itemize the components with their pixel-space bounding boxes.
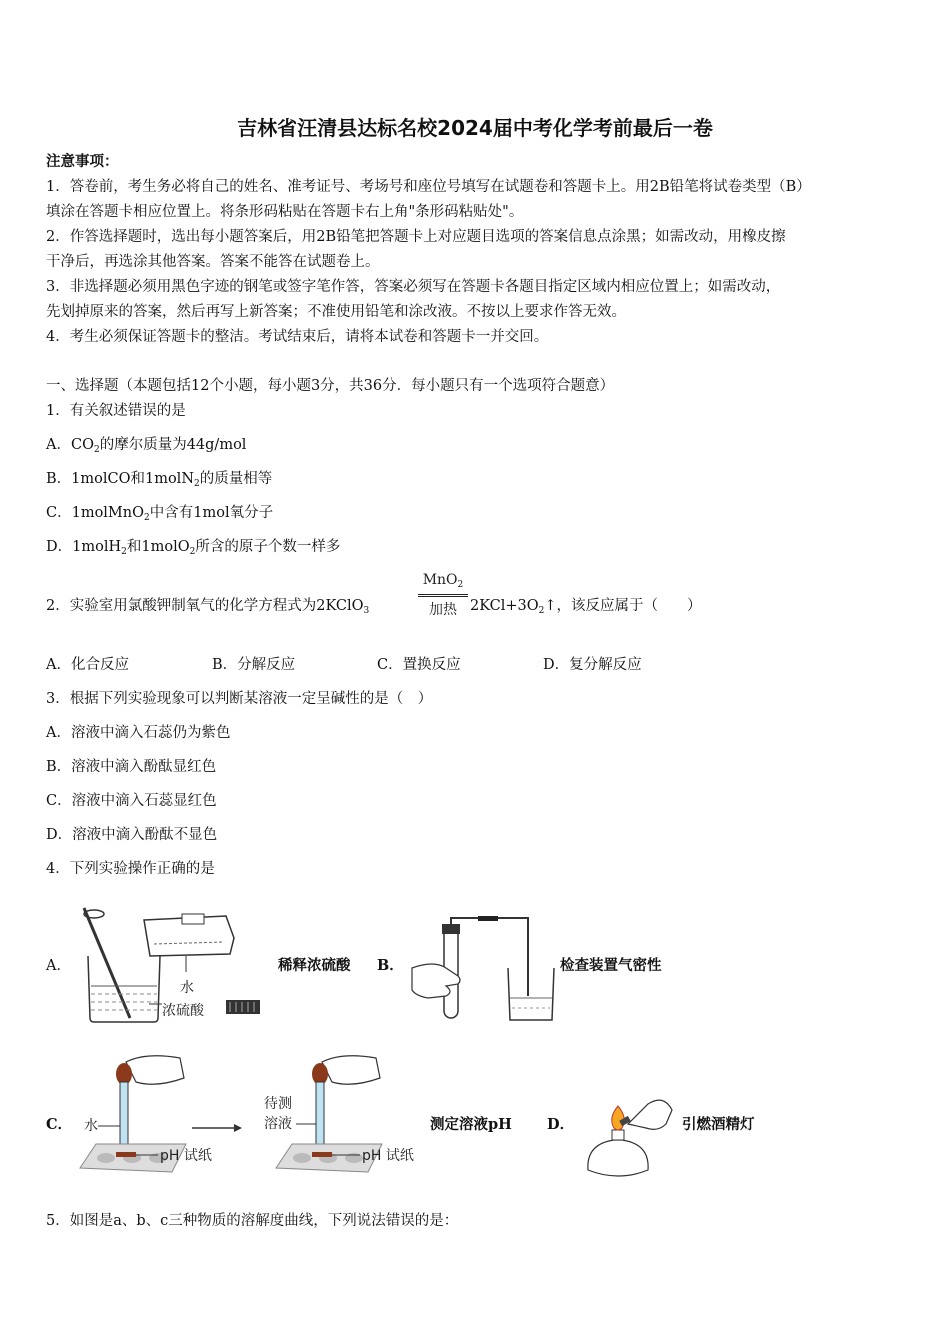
option-d: D．复分解反应 (543, 657, 642, 673)
water-label: 水 (180, 980, 194, 996)
section-heading: 一、选择题（本题包括12个小题，每小题3分，共36分．每小题只有一个选项符合题意） (46, 378, 615, 394)
notice-line: 1．答卷前，考生务必将自己的姓名、准考证号、考场号和座位号填写在试题卷和答题卡上。用2B铅笔将试卷类型（B） (46, 179, 811, 195)
option-a: A．化合反应 (46, 657, 129, 673)
airtight-check-figure (408, 916, 558, 1028)
question-stem: 1．有关叙述错误的是 (46, 403, 186, 419)
option-a-caption: 稀释浓硫酸 (278, 957, 351, 974)
reaction-condition: MnO$_2$ 加热 (418, 572, 468, 619)
option-a: A．$CO_2$的摩尔质量为44g/mol (46, 437, 247, 455)
notice-line: 3．非选择题必须用黑色字迹的钢笔或签字笔作答，答案必须写在答题卡各题目指定区域内相应位置上；如需改动， (46, 279, 781, 295)
option-d-label: D． (547, 1116, 575, 1133)
option-d: D．1molH$_2$和1molO$_2$所含的原子个数一样多 (46, 539, 341, 557)
dilute-acid-figure (74, 898, 274, 1028)
question-stem: 2．实验室用氯酸钾制氧气的化学方程式为2KClO$_3$ (46, 598, 370, 616)
notice-line: 2．作答选择题时，选出每小题答案后，用2B铅笔把答题卡上对应题目选项的答案信息点涂黑；如需改动，用橡皮擦 (46, 229, 786, 245)
page-title: 吉林省汪清县达标名校2024届中考化学考前最后一卷 (237, 116, 713, 140)
option-b-caption: 检查装置气密性 (560, 957, 662, 974)
option-c: C．溶液中滴入石蕊显红色 (46, 793, 217, 809)
option-a: A．溶液中滴入石蕊仍为紫色 (46, 725, 231, 741)
question-stem-tail: $2KCl+3O_2↑$，该反应属于（ ） (470, 598, 702, 616)
notice-heading: 注意事项： (46, 153, 119, 170)
option-a-label: A． (46, 958, 71, 974)
test-solution-label-2: 溶液 (264, 1116, 292, 1132)
water-label: 水 (84, 1118, 98, 1134)
option-c: C．置换反应 (377, 657, 461, 673)
ph-paper-label: pH 试纸 (160, 1148, 212, 1164)
question-stem: 4．下列实验操作正确的是 (46, 861, 215, 877)
notice-line: 填涂在答题卡相应位置上。将条形码粘贴在答题卡右上角"条形码粘贴处"。 (46, 204, 524, 220)
option-c-caption: 测定溶液pH (430, 1116, 512, 1133)
notice-line: 4．考生必须保证答题卡的整洁。考试结束后，请将本试卷和答题卡一并交回。 (46, 329, 549, 345)
question-stem: 5．如图是a、b、c三种物质的溶解度曲线，下列说法错误的是： (46, 1213, 459, 1229)
question-stem: 3．根据下列实验现象可以判断某溶液一定呈碱性的是（ ） (46, 691, 433, 707)
option-d: D．溶液中滴入酚酞不显色 (46, 827, 218, 843)
notice-line: 先划掉原来的答案，然后再写上新答案；不准使用铅笔和涂改液。不按以上要求作答无效。 (46, 304, 626, 320)
ph-paper-label: pH 试纸 (362, 1148, 414, 1164)
option-b-label: B． (377, 957, 404, 974)
option-b: B．1molCO和1molN$_2$的质量相等 (46, 471, 273, 489)
option-b: B．溶液中滴入酚酞显红色 (46, 759, 217, 775)
option-b: B．分解反应 (212, 657, 296, 673)
test-solution-label-1: 待测 (264, 1096, 292, 1112)
notice-line: 干净后，再选涂其他答案。答案不能答在试题卷上。 (46, 254, 380, 270)
option-c: C．1molMnO$_2$中含有1mol氧分子 (46, 505, 274, 523)
option-d-caption: 引燃酒精灯 (682, 1116, 755, 1133)
ph-measure-figure (76, 1048, 430, 1178)
alcohol-lamp-figure (578, 1090, 678, 1186)
acid-label: 浓硫酸 (162, 1003, 204, 1019)
option-c-label: C． (46, 1116, 73, 1133)
